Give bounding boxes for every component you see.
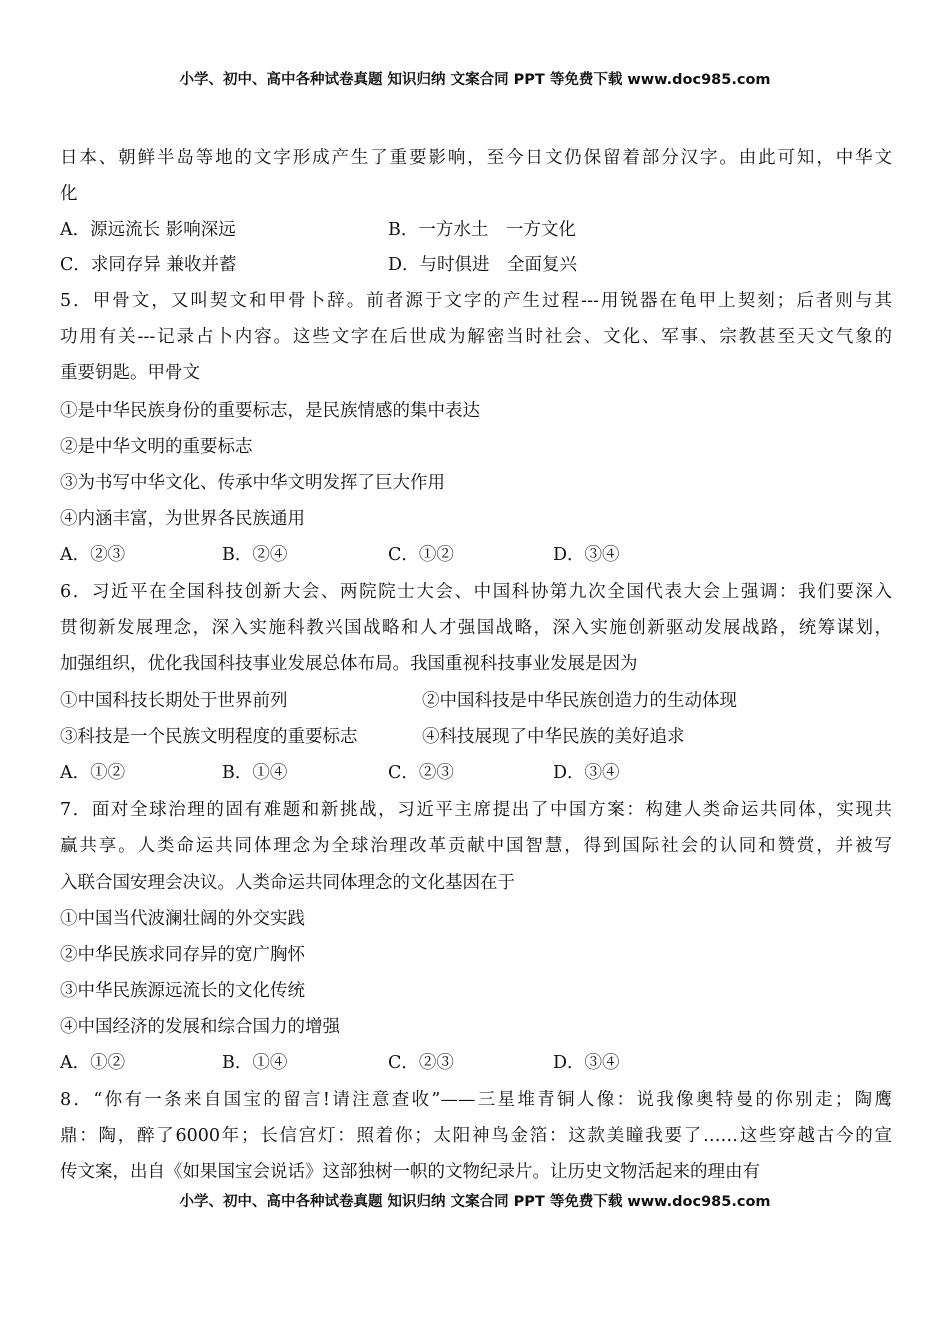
q7-stem-line: 入联合国安理会决议。人类命运共同体理念的文化基因在于 [60,873,515,893]
q5-stem-line: 功用有关---记录占卜内容。这些文字在后世成为解密当时社会、文化、军事、宗教甚至天文气象的 [60,327,892,347]
q6-stem-line: 贯彻新发展理念，深入实施科教兴国战略和人才强国战略，深入实施创新驱动发展战路，统筹谋划， [60,618,892,638]
q6-option-a: A．①② [60,763,126,783]
q7-option-a: A．①② [60,1053,126,1073]
q5-item: ②是中华文明的重要标志 [60,437,253,457]
q8-stem-line: 鼎：陶，醉了6000年；长信宫灯：照着你；太阳神鸟金箔：这款美瞳我要了……这些穿越古今的宣 [60,1126,892,1146]
q6-stem-line: 加强组织，优化我国科技事业发展总体布局。我国重视科技事业发展是因为 [60,654,638,674]
q7-item: ④中国经济的发展和综合国力的增强 [60,1017,340,1037]
q5-stem-line: 重要钥匙。甲骨文 [60,363,200,383]
q7-stem-line: 赢共享。人类命运共同体理念为全球治理改革贡献中国智慧，得到国际社会的认同和赞赏，并被写 [60,836,892,856]
q6-option-c: C．②③ [388,763,454,783]
q5-option-c: C．①② [388,545,454,565]
q7-option-b: B．①④ [222,1053,288,1073]
q6-option-b: B．①④ [222,763,288,783]
q4-stem-line: 化 [60,184,78,204]
q7-item: ①中国当代波澜壮阔的外交实践 [60,909,305,929]
q5-option-d: D．③④ [553,545,620,565]
q7-option-d: D．③④ [553,1053,620,1073]
q6-item: ④科技展现了中华民族的美好追求 [422,727,685,747]
q6-item: ③科技是一个民族文明程度的重要标志 [60,727,358,747]
q5-item: ④内涵丰富，为世界各民族通用 [60,509,305,529]
q4-option-a: A．源远流长 影响深远 [60,220,236,240]
page-footer: 小学、初中、高中各种试卷真题 知识归纳 文案合同 PPT 等免费下载 www.doc985.com [179,1194,771,1210]
q6-item: ②中国科技是中华民族创造力的生动体现 [422,691,737,711]
q5-option-a: A．②③ [60,545,126,565]
q4-option-c: C．求同存异 兼收并蓄 [60,255,237,275]
page-header: 小学、初中、高中各种试卷真题 知识归纳 文案合同 PPT 等免费下载 www.doc985.com [179,72,771,88]
q5-stem-line: 5．甲骨文，又叫契文和甲骨卜辞。前者源于文字的产生过程---用锐器在龟甲上契刻；后者则与其 [60,291,892,311]
q5-option-b: B．②④ [222,545,288,565]
q7-item: ②中华民族求同存异的宽广胸怀 [60,945,305,965]
q4-option-d: D．与时俱进 全面复兴 [388,255,578,275]
q8-stem-line: 8．“你有一条来自国宝的留言!请注意查收”——三星堆青铜人像：说我像奥特曼的你别走；陶鹰 [60,1090,892,1110]
q6-stem-line: 6．习近平在全国科技创新大会、两院院士大会、中国科协第九次全国代表大会上强调：我们要深入 [60,582,892,602]
q7-option-c: C．②③ [388,1053,454,1073]
q8-stem-line: 传文案，出自《如果国宝会说话》这部独树一帜的文物纪录片。让历史文物活起来的理由有 [60,1162,760,1182]
q4-option-b: B．一方水土 一方文化 [388,220,576,240]
q6-option-d: D．③④ [553,763,620,783]
q5-item: ③为书写中华文化、传承中华文明发挥了巨大作用 [60,473,445,493]
q5-item: ①是中华民族身份的重要标志，是民族情感的集中表达 [60,401,480,421]
q4-stem-line: 日本、朝鲜半岛等地的文字形成产生了重要影响，至今日文仍保留着部分汉字。由此可知，中华文 [60,148,892,168]
q7-stem-line: 7．面对全球治理的固有难题和新挑战，习近平主席提出了中国方案：构建人类命运共同体，实现共 [60,800,892,820]
q7-item: ③中华民族源远流长的文化传统 [60,981,305,1001]
q6-item: ①中国科技长期处于世界前列 [60,691,288,711]
